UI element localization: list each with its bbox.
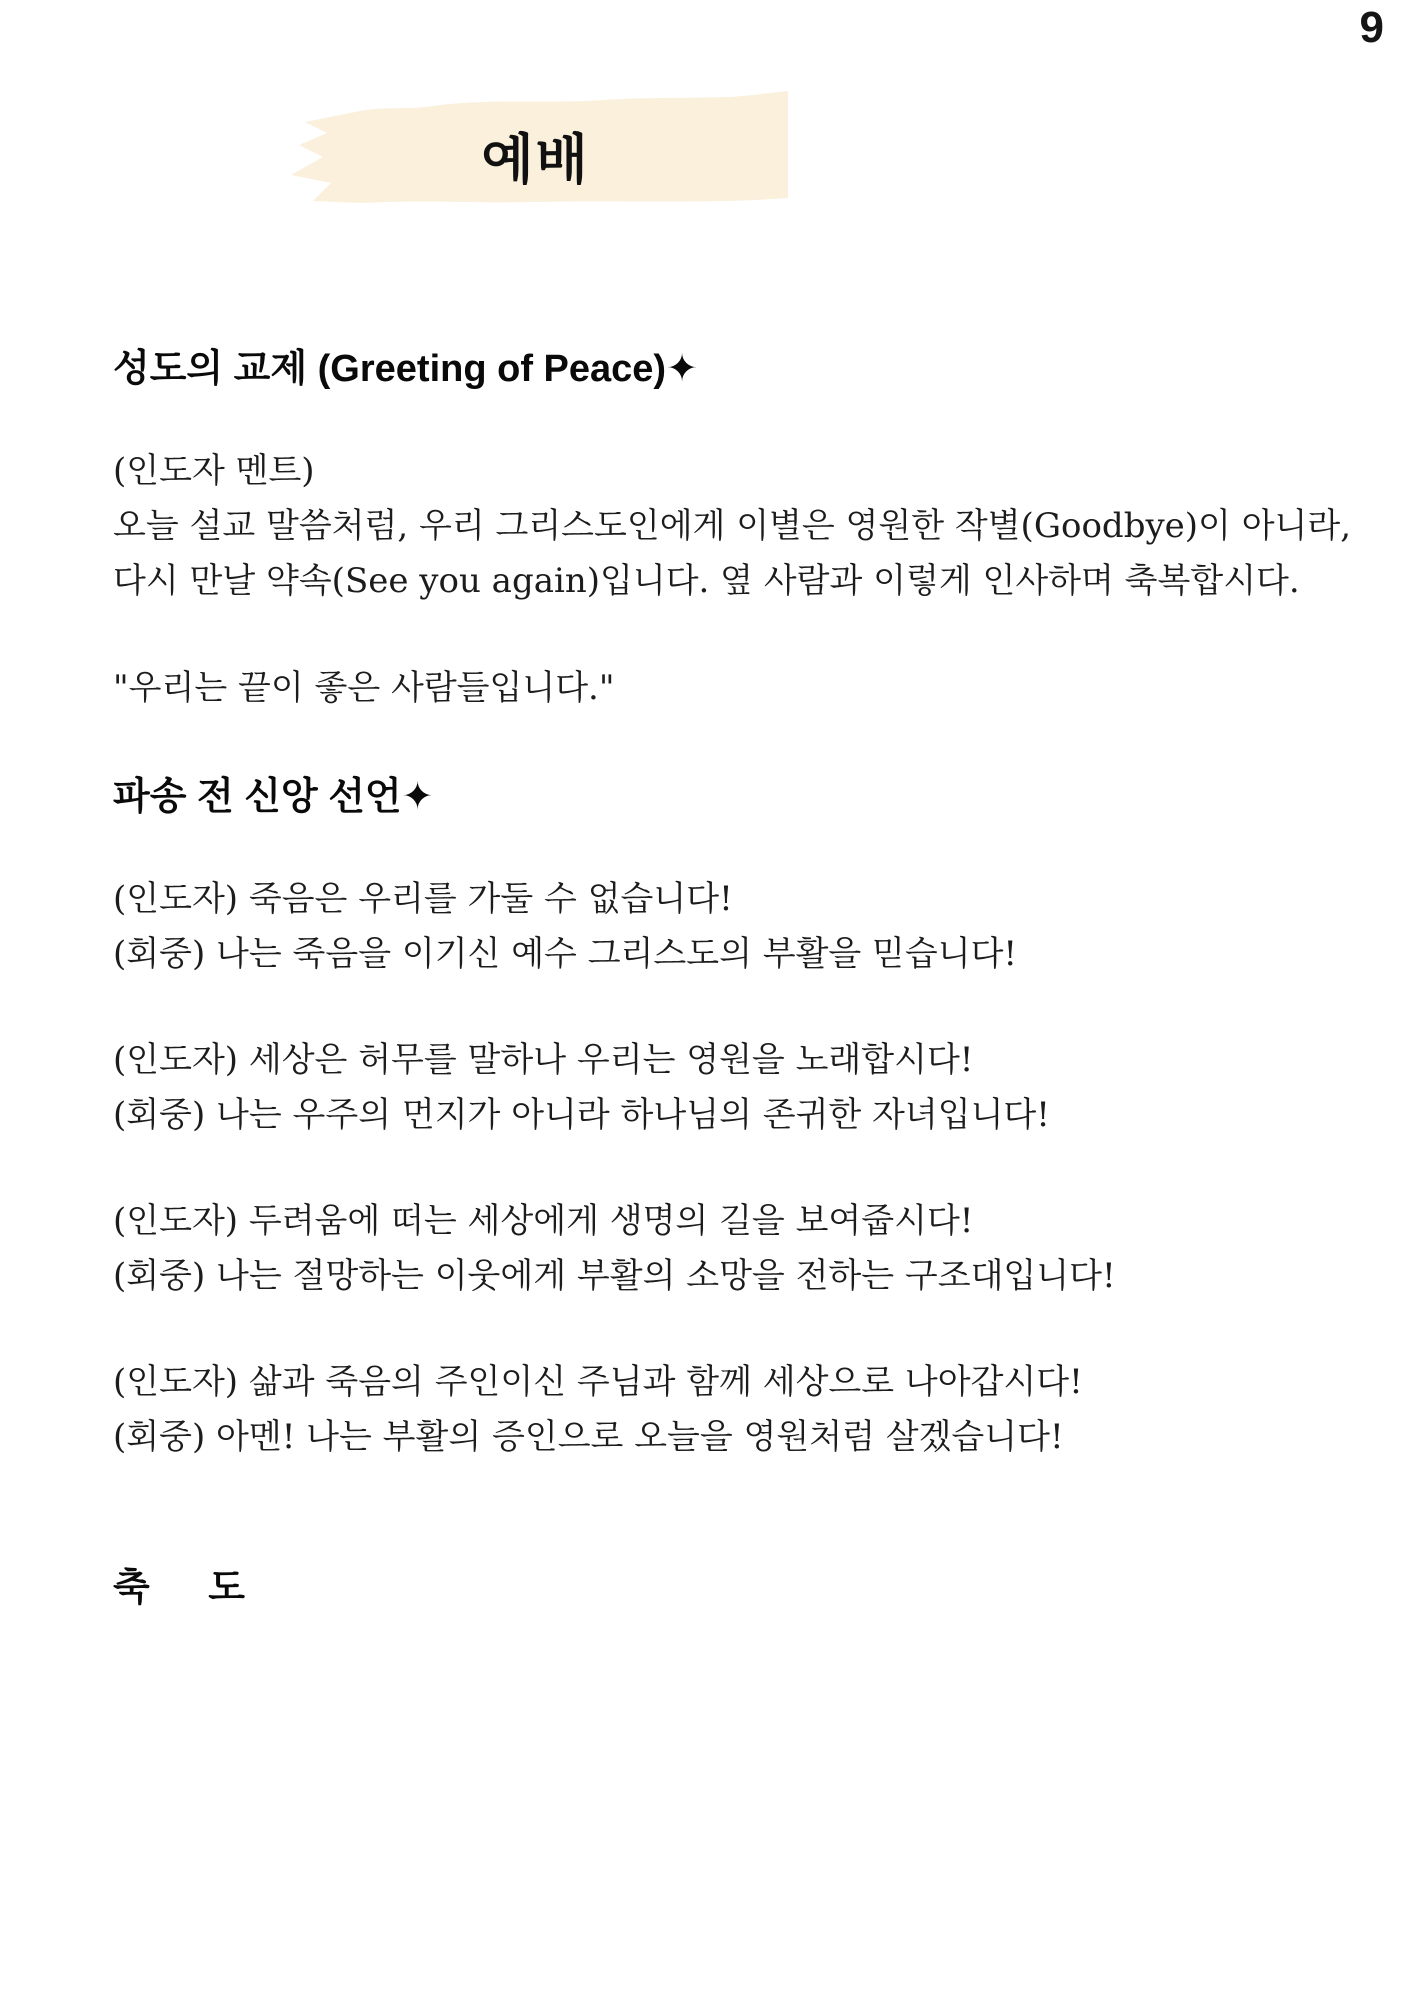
congregation-line: (회중) 나는 죽음을 이기신 예수 그리스도의 부활을 믿습니다! <box>113 934 1018 974</box>
liturgy-pair <box>113 1033 1323 1143</box>
greeting-body-line: 오늘 설교 말씀처럼, 우리 그리스도인에게 이별은 영원한 작별(Goodbye)이 아니라, <box>113 506 1352 546</box>
page-number: 9 <box>1359 3 1384 52</box>
liturgy-pair <box>113 1194 1323 1304</box>
leader-line: (인도자) 삶과 죽음의 주인이신 주님과 함께 세상으로 나아갑시다! <box>113 1362 1083 1402</box>
leader-line: (인도자) 죽음은 우리를 가둘 수 없습니다! <box>113 879 733 919</box>
greeting-of-peace-heading: 성도의 교제 (Greeting of Peace)✦ <box>113 348 698 390</box>
faith-declaration-heading: 파송 전 신앙 선언✦ <box>113 776 434 818</box>
benediction-heading: 축 도 <box>113 1567 245 1609</box>
congregation-line: (회중) 아멘! 나는 부활의 증인으로 오늘을 영원처럼 살겠습니다! <box>113 1417 1064 1457</box>
liturgy-pair <box>113 1355 1323 1465</box>
title-highlight-band <box>283 86 788 208</box>
congregation-line: (회중) 나는 절망하는 이웃에게 부활의 소망을 전하는 구조대입니다! <box>113 1256 1116 1296</box>
greeting-body-line: 다시 만날 약속(See you again)입니다. 옆 사람과 이렇게 인사하며 축복합시다. <box>113 561 1300 601</box>
page-title: 예배 <box>481 130 590 190</box>
congregation-line: (회중) 나는 우주의 먼지가 아니라 하나님의 존귀한 자녀입니다! <box>113 1095 1050 1135</box>
liturgy-pair <box>113 872 1323 982</box>
page-content <box>113 346 1352 1611</box>
leader-line: (인도자) 두려움에 떠는 세상에게 생명의 길을 보여줍시다! <box>113 1201 974 1241</box>
leader-note-line: (인도자 멘트) <box>113 451 315 491</box>
greeting-quote-line: "우리는 끝이 좋은 사람들입니다." <box>113 668 615 708</box>
leader-line: (인도자) 세상은 허무를 말하나 우리는 영원을 노래합시다! <box>113 1040 974 1080</box>
